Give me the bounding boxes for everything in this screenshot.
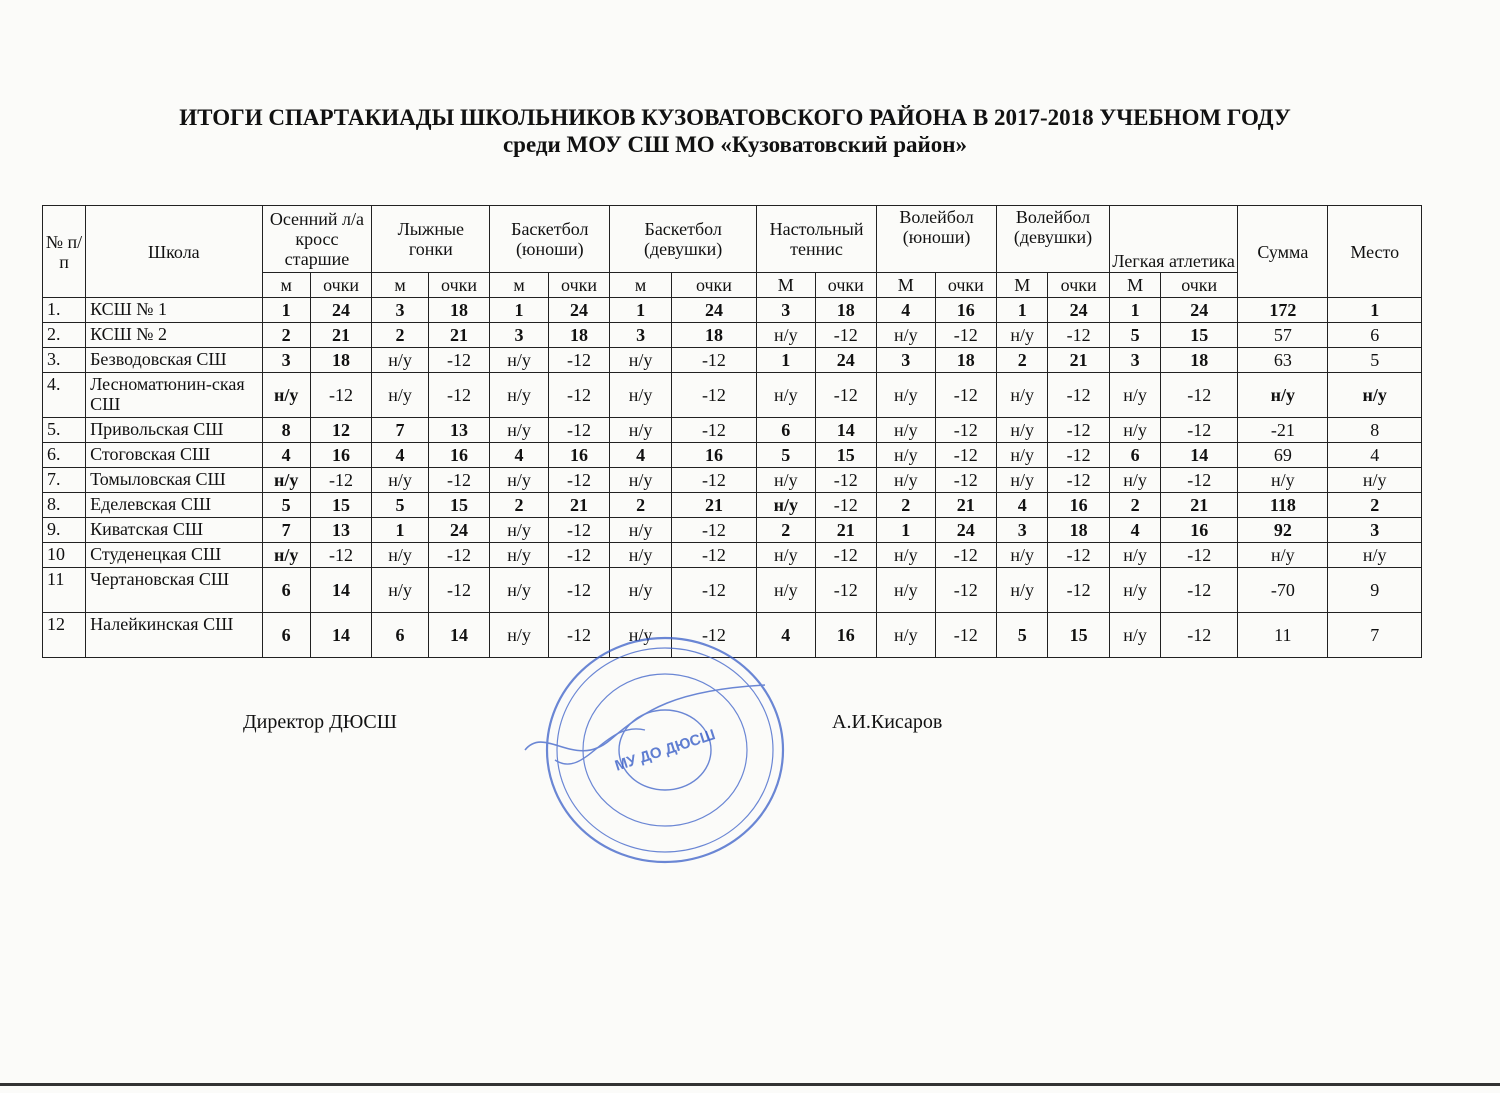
result-cell: -12 xyxy=(548,348,610,373)
result-cell: 4 xyxy=(610,443,672,468)
school-name: Безводовская СШ xyxy=(86,348,262,373)
result-cell: 3 xyxy=(1109,348,1160,373)
result-cell: -12 xyxy=(1161,468,1238,493)
result-cell: н/у xyxy=(490,348,548,373)
result-cell: 12 xyxy=(310,418,372,443)
subheader-cell: очки xyxy=(935,273,997,298)
header-event: Баскетбол (девушки) xyxy=(610,206,757,273)
result-cell: 24 xyxy=(1048,298,1110,323)
place-cell: 9 xyxy=(1328,568,1422,613)
school-name: КСШ № 2 xyxy=(86,323,262,348)
signature-role: Директор ДЮСШ xyxy=(243,711,397,733)
result-cell: 21 xyxy=(1048,348,1110,373)
result-cell: н/у xyxy=(997,568,1048,613)
result-cell: н/у xyxy=(877,323,935,348)
result-cell: 6 xyxy=(262,613,310,658)
subheader-cell: очки xyxy=(548,273,610,298)
table-row xyxy=(43,568,1422,613)
result-cell: 18 xyxy=(1161,348,1238,373)
result-cell: 5 xyxy=(757,443,815,468)
result-cell: -12 xyxy=(1048,373,1110,418)
results-table xyxy=(42,205,1422,658)
subheader-cell: м xyxy=(372,273,428,298)
title-line-2: среди МОУ СШ МО «Кузоватовский район» xyxy=(502,132,968,157)
row-number: 7. xyxy=(43,468,86,493)
place-cell: 2 xyxy=(1328,493,1422,518)
result-cell: 1 xyxy=(1109,298,1160,323)
table-row xyxy=(43,543,1422,568)
row-number: 8. xyxy=(43,493,86,518)
header-event: Настольный теннис xyxy=(757,206,877,273)
result-cell: н/у xyxy=(610,468,672,493)
result-cell: -12 xyxy=(671,348,756,373)
result-cell: н/у xyxy=(490,468,548,493)
result-cell: н/у xyxy=(610,418,672,443)
table-row xyxy=(43,468,1422,493)
school-name: Лесноматюнин-ская СШ xyxy=(86,373,262,418)
page-title xyxy=(0,104,1470,158)
result-cell: 16 xyxy=(935,298,997,323)
result-cell: -12 xyxy=(548,373,610,418)
result-cell: -12 xyxy=(1161,543,1238,568)
result-cell: -12 xyxy=(548,543,610,568)
place-cell: н/у xyxy=(1328,468,1422,493)
school-name: Студенецкая СШ xyxy=(86,543,262,568)
row-number: 6. xyxy=(43,443,86,468)
result-cell: н/у xyxy=(877,543,935,568)
result-cell: -12 xyxy=(935,468,997,493)
sum-cell: -70 xyxy=(1238,568,1328,613)
result-cell: 15 xyxy=(1161,323,1238,348)
result-cell: 24 xyxy=(935,518,997,543)
result-cell: н/у xyxy=(1109,543,1160,568)
result-cell: -12 xyxy=(1048,323,1110,348)
result-cell: 24 xyxy=(815,348,877,373)
subheader-cell: м xyxy=(610,273,672,298)
school-name: Еделевская СШ xyxy=(86,493,262,518)
result-cell: 1 xyxy=(997,298,1048,323)
result-cell: 4 xyxy=(1109,518,1160,543)
result-cell: н/у xyxy=(757,468,815,493)
result-cell: -12 xyxy=(671,613,756,658)
subheader-cell: очки xyxy=(671,273,756,298)
result-cell: н/у xyxy=(490,373,548,418)
result-cell: 18 xyxy=(548,323,610,348)
result-cell: 4 xyxy=(757,613,815,658)
result-cell: 2 xyxy=(490,493,548,518)
result-cell: 21 xyxy=(671,493,756,518)
school-name: Привольская СШ xyxy=(86,418,262,443)
result-cell: н/у xyxy=(1109,418,1160,443)
result-cell: 24 xyxy=(428,518,490,543)
result-cell: -12 xyxy=(1161,373,1238,418)
result-cell: 2 xyxy=(610,493,672,518)
result-cell: -12 xyxy=(815,543,877,568)
result-cell: н/у xyxy=(262,373,310,418)
result-cell: 3 xyxy=(610,323,672,348)
result-cell: 6 xyxy=(757,418,815,443)
header-event: Лыжные гонки xyxy=(372,206,490,273)
table-row xyxy=(43,518,1422,543)
result-cell: н/у xyxy=(997,443,1048,468)
result-cell: 24 xyxy=(671,298,756,323)
result-cell: 14 xyxy=(428,613,490,658)
header-event: Легкая атлетика xyxy=(1109,206,1237,273)
result-cell: 6 xyxy=(1109,443,1160,468)
result-cell: -12 xyxy=(815,493,877,518)
result-cell: 24 xyxy=(1161,298,1238,323)
result-cell: н/у xyxy=(1109,373,1160,418)
school-name: Стоговская СШ xyxy=(86,443,262,468)
result-cell: 2 xyxy=(1109,493,1160,518)
result-cell: 3 xyxy=(262,348,310,373)
result-cell: 4 xyxy=(490,443,548,468)
result-cell: -12 xyxy=(935,613,997,658)
result-cell: -12 xyxy=(935,568,997,613)
table-row xyxy=(43,298,1422,323)
result-cell: н/у xyxy=(490,543,548,568)
result-cell: -12 xyxy=(815,323,877,348)
row-number: 5. xyxy=(43,418,86,443)
result-cell: 1 xyxy=(877,518,935,543)
school-name: Киватская СШ xyxy=(86,518,262,543)
subheader-cell: М xyxy=(1109,273,1160,298)
result-cell: 16 xyxy=(815,613,877,658)
sum-cell: 11 xyxy=(1238,613,1328,658)
result-cell: -12 xyxy=(1161,568,1238,613)
result-cell: 2 xyxy=(372,323,428,348)
result-cell: 2 xyxy=(997,348,1048,373)
place-cell: н/у xyxy=(1328,543,1422,568)
sum-cell: н/у xyxy=(1238,543,1328,568)
result-cell: н/у xyxy=(877,373,935,418)
result-cell: 18 xyxy=(671,323,756,348)
result-cell: -12 xyxy=(428,468,490,493)
result-cell: н/у xyxy=(757,568,815,613)
result-cell: 4 xyxy=(997,493,1048,518)
result-cell: 5 xyxy=(997,613,1048,658)
result-cell: 3 xyxy=(877,348,935,373)
result-cell: н/у xyxy=(1109,568,1160,613)
result-cell: н/у xyxy=(490,518,548,543)
result-cell: 15 xyxy=(1048,613,1110,658)
row-number: 9. xyxy=(43,518,86,543)
result-cell: -12 xyxy=(935,543,997,568)
result-cell: -12 xyxy=(1048,468,1110,493)
result-cell: 3 xyxy=(997,518,1048,543)
subheader-cell: м xyxy=(262,273,310,298)
result-cell: 13 xyxy=(428,418,490,443)
place-cell: н/у xyxy=(1328,373,1422,418)
table-row xyxy=(43,373,1422,418)
result-cell: 14 xyxy=(310,613,372,658)
result-cell: 14 xyxy=(1161,443,1238,468)
result-cell: -12 xyxy=(548,568,610,613)
result-cell: 16 xyxy=(310,443,372,468)
result-cell: 16 xyxy=(428,443,490,468)
result-cell: 7 xyxy=(262,518,310,543)
result-cell: н/у xyxy=(1109,468,1160,493)
table-row xyxy=(43,348,1422,373)
result-cell: 21 xyxy=(310,323,372,348)
result-cell: н/у xyxy=(757,493,815,518)
result-cell: 21 xyxy=(428,323,490,348)
place-cell: 5 xyxy=(1328,348,1422,373)
official-stamp xyxy=(515,630,805,890)
result-cell: 2 xyxy=(262,323,310,348)
result-cell: -12 xyxy=(428,543,490,568)
school-name: Налейкинская СШ xyxy=(86,613,262,658)
result-cell: -12 xyxy=(1161,613,1238,658)
result-cell: 6 xyxy=(262,568,310,613)
result-cell: н/у xyxy=(610,518,672,543)
header-num: № п/п xyxy=(43,206,86,298)
school-name: Томыловская СШ xyxy=(86,468,262,493)
result-cell: 7 xyxy=(372,418,428,443)
header-event: Баскетбол (юноши) xyxy=(490,206,610,273)
result-cell: 1 xyxy=(757,348,815,373)
result-cell: н/у xyxy=(1109,613,1160,658)
result-cell: 24 xyxy=(310,298,372,323)
result-cell: н/у xyxy=(757,543,815,568)
header-sum: Сумма xyxy=(1238,206,1328,298)
subheader-cell: очки xyxy=(428,273,490,298)
subheader-cell: М xyxy=(757,273,815,298)
result-cell: 4 xyxy=(877,298,935,323)
result-cell: -12 xyxy=(1048,443,1110,468)
sum-cell: 172 xyxy=(1238,298,1328,323)
result-cell: -12 xyxy=(548,418,610,443)
sum-cell: 57 xyxy=(1238,323,1328,348)
sum-cell: н/у xyxy=(1238,373,1328,418)
result-cell: н/у xyxy=(877,568,935,613)
result-cell: -12 xyxy=(310,543,372,568)
result-cell: н/у xyxy=(262,468,310,493)
result-cell: н/у xyxy=(610,568,672,613)
result-cell: 16 xyxy=(1048,493,1110,518)
result-cell: 3 xyxy=(372,298,428,323)
place-cell: 8 xyxy=(1328,418,1422,443)
result-cell: 8 xyxy=(262,418,310,443)
subheader-cell: очки xyxy=(1161,273,1238,298)
result-cell: 6 xyxy=(372,613,428,658)
result-cell: -12 xyxy=(1048,543,1110,568)
result-cell: 1 xyxy=(372,518,428,543)
result-cell: -12 xyxy=(815,568,877,613)
result-cell: н/у xyxy=(997,468,1048,493)
subheader-cell: очки xyxy=(1048,273,1110,298)
header-row xyxy=(43,206,1422,273)
result-cell: н/у xyxy=(877,468,935,493)
result-cell: 3 xyxy=(757,298,815,323)
result-cell: н/у xyxy=(877,418,935,443)
result-cell: 5 xyxy=(262,493,310,518)
result-cell: 18 xyxy=(1048,518,1110,543)
result-cell: 18 xyxy=(815,298,877,323)
result-cell: 18 xyxy=(310,348,372,373)
result-cell: -12 xyxy=(548,518,610,543)
place-cell: 4 xyxy=(1328,443,1422,468)
sum-cell: 63 xyxy=(1238,348,1328,373)
header-place: Место xyxy=(1328,206,1422,298)
result-cell: н/у xyxy=(757,373,815,418)
row-number: 11 xyxy=(43,568,86,613)
subheader-cell: очки xyxy=(310,273,372,298)
header-school: Школа xyxy=(86,206,262,298)
result-cell: 21 xyxy=(935,493,997,518)
sum-cell: -21 xyxy=(1238,418,1328,443)
result-cell: -12 xyxy=(671,373,756,418)
signature-name: А.И.Кисаров xyxy=(832,711,943,733)
result-cell: н/у xyxy=(877,613,935,658)
result-cell: н/у xyxy=(610,543,672,568)
table-row xyxy=(43,443,1422,468)
school-name: Чертановская СШ xyxy=(86,568,262,613)
table-row xyxy=(43,418,1422,443)
result-cell: н/у xyxy=(490,418,548,443)
sum-cell: н/у xyxy=(1238,468,1328,493)
result-cell: -12 xyxy=(310,468,372,493)
result-cell: -12 xyxy=(671,518,756,543)
result-cell: 16 xyxy=(1161,518,1238,543)
result-cell: 3 xyxy=(490,323,548,348)
result-cell: н/у xyxy=(372,373,428,418)
header-event: Осенний л/а кросс старшие xyxy=(262,206,372,273)
result-cell: 21 xyxy=(1161,493,1238,518)
result-cell: -12 xyxy=(1048,418,1110,443)
result-cell: -12 xyxy=(548,468,610,493)
title-line-1: ИТОГИ СПАРТАКИАДЫ ШКОЛЬНИКОВ КУЗОВАТОВСКОГО РАЙОНА В 2017-2018 УЧЕБНОМ ГОДУ xyxy=(179,105,1291,130)
result-cell: -12 xyxy=(310,373,372,418)
header-event: Волейбол (девушки) xyxy=(997,206,1110,273)
result-cell: н/у xyxy=(997,323,1048,348)
stamp-center-text: МУ ДО ДЮСШ xyxy=(612,726,718,775)
result-cell: н/у xyxy=(997,373,1048,418)
result-cell: -12 xyxy=(428,568,490,613)
subheader-cell: М xyxy=(997,273,1048,298)
result-cell: н/у xyxy=(262,543,310,568)
result-cell: н/у xyxy=(490,568,548,613)
result-cell: н/у xyxy=(997,543,1048,568)
result-cell: -12 xyxy=(935,373,997,418)
header-event: Волейбол (юноши) xyxy=(877,206,997,273)
result-cell: -12 xyxy=(428,348,490,373)
subheader-cell: очки xyxy=(815,273,877,298)
result-cell: -12 xyxy=(1161,418,1238,443)
result-cell: 21 xyxy=(815,518,877,543)
page-bottom-rule xyxy=(0,1083,1500,1086)
result-cell: 5 xyxy=(372,493,428,518)
result-cell: н/у xyxy=(877,443,935,468)
place-cell: 7 xyxy=(1328,613,1422,658)
place-cell: 3 xyxy=(1328,518,1422,543)
result-cell: -12 xyxy=(935,323,997,348)
result-cell: 5 xyxy=(1109,323,1160,348)
result-cell: -12 xyxy=(815,468,877,493)
result-cell: -12 xyxy=(815,373,877,418)
result-cell: 1 xyxy=(262,298,310,323)
result-cell: 2 xyxy=(757,518,815,543)
result-cell: 16 xyxy=(671,443,756,468)
result-cell: -12 xyxy=(671,468,756,493)
result-cell: н/у xyxy=(997,418,1048,443)
row-number: 12 xyxy=(43,613,86,658)
result-cell: 1 xyxy=(610,298,672,323)
result-cell: н/у xyxy=(757,323,815,348)
result-cell: 13 xyxy=(310,518,372,543)
place-cell: 6 xyxy=(1328,323,1422,348)
table-row xyxy=(43,323,1422,348)
result-cell: н/у xyxy=(610,373,672,418)
row-number: 1. xyxy=(43,298,86,323)
result-cell: 21 xyxy=(548,493,610,518)
result-cell: 18 xyxy=(935,348,997,373)
sum-cell: 69 xyxy=(1238,443,1328,468)
result-cell: 14 xyxy=(310,568,372,613)
result-cell: 14 xyxy=(815,418,877,443)
result-cell: 15 xyxy=(428,493,490,518)
result-cell: -12 xyxy=(1048,568,1110,613)
result-cell: -12 xyxy=(548,613,610,658)
row-number: 3. xyxy=(43,348,86,373)
result-cell: 15 xyxy=(310,493,372,518)
row-number: 4. xyxy=(43,373,86,418)
result-cell: 18 xyxy=(428,298,490,323)
result-cell: 2 xyxy=(877,493,935,518)
place-cell: 1 xyxy=(1328,298,1422,323)
result-cell: н/у xyxy=(610,348,672,373)
result-cell: н/у xyxy=(372,348,428,373)
result-cell: 4 xyxy=(372,443,428,468)
school-name: КСШ № 1 xyxy=(86,298,262,323)
result-cell: -12 xyxy=(428,373,490,418)
sum-cell: 118 xyxy=(1238,493,1328,518)
result-cell: 24 xyxy=(548,298,610,323)
row-number: 10 xyxy=(43,543,86,568)
subheader-cell: м xyxy=(490,273,548,298)
result-cell: -12 xyxy=(935,418,997,443)
subheader-cell: М xyxy=(877,273,935,298)
result-cell: н/у xyxy=(372,468,428,493)
result-cell: н/у xyxy=(490,613,548,658)
row-number: 2. xyxy=(43,323,86,348)
result-cell: -12 xyxy=(935,443,997,468)
result-cell: -12 xyxy=(671,543,756,568)
result-cell: -12 xyxy=(671,418,756,443)
result-cell: 16 xyxy=(548,443,610,468)
result-cell: 1 xyxy=(490,298,548,323)
result-cell: -12 xyxy=(671,568,756,613)
result-cell: н/у xyxy=(610,613,672,658)
result-cell: н/у xyxy=(372,568,428,613)
table-row xyxy=(43,493,1422,518)
sum-cell: 92 xyxy=(1238,518,1328,543)
result-cell: н/у xyxy=(372,543,428,568)
result-cell: 15 xyxy=(815,443,877,468)
result-cell: 4 xyxy=(262,443,310,468)
